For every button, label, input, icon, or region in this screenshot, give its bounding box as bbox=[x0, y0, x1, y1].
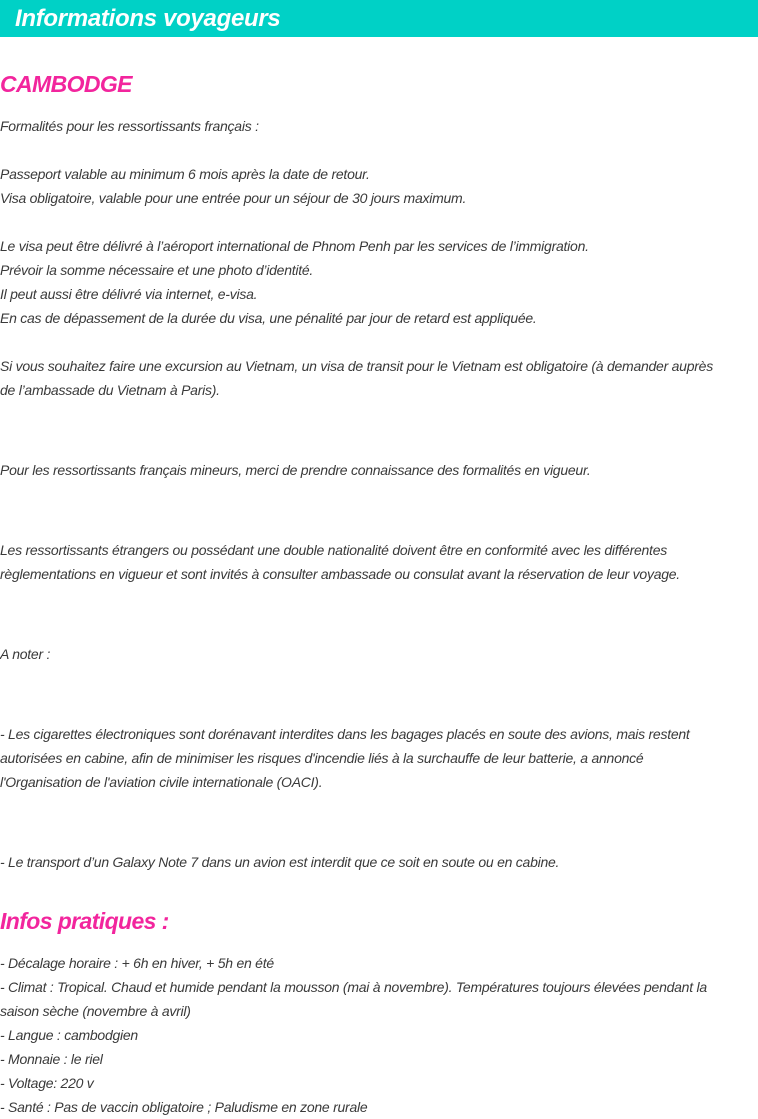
monnaie-text: - Monnaie : le riel bbox=[0, 1051, 103, 1067]
voltage-text: - Voltage: 220 v bbox=[0, 1075, 94, 1091]
foreigners-text-1: Les ressortissants étrangers ou possédant une double nationalité doivent être en conformité avec les différentes bbox=[0, 542, 667, 558]
decalage-horaire: - Décalage horaire : + 6h en hiver, + 5h en été bbox=[0, 955, 274, 971]
visa-airport-text: Le visa peut être délivré à l’aéroport international de Phnom Penh par les services de l’immigration. bbox=[0, 238, 589, 254]
foreigners-text-2: règlementations en vigueur et sont invités à consulter ambassade ou consulat avant la réservation de leur voyage. bbox=[0, 566, 680, 582]
vietnam-transit-text-2: de l’ambassade du Vietnam à Paris). bbox=[0, 382, 220, 398]
cigarettes-text-2: autorisées en cabine, afin de minimiser les risques d'incendie liés à la surchauffe de leur batterie, a annoncé bbox=[0, 750, 644, 766]
country-heading: CAMBODGE bbox=[0, 71, 132, 97]
visa-requirement: Visa obligatoire, valable pour une entrée pour un séjour de 30 jours maximum. bbox=[0, 190, 467, 206]
sante-text: - Santé : Pas de vaccin obligatoire ; Paludisme en zone rurale bbox=[0, 1099, 368, 1115]
climat-text-1: - Climat : Tropical. Chaud et humide pendant la mousson (mai à novembre). Températures toujours élevées pendant la bbox=[0, 979, 707, 995]
note-label: A noter : bbox=[0, 646, 51, 662]
minors-text: Pour les ressortissants français mineurs, merci de prendre connaissance des formalités en vigueur. bbox=[0, 462, 591, 478]
cigarettes-text-1: - Les cigarettes électroniques sont dorénavant interdites dans les bagages placés en soute des avions, mais restent bbox=[0, 726, 690, 742]
infos-pratiques-heading: Infos pratiques : bbox=[0, 908, 169, 934]
vietnam-transit-text-1: Si vous souhaitez faire une excursion au Vietnam, un visa de transit pour le Vietnam est obligatoire (à demander auprès bbox=[0, 358, 713, 374]
header-banner bbox=[0, 0, 758, 37]
page-title: Informations voyageurs bbox=[15, 5, 281, 32]
langue-text: - Langue : cambodgien bbox=[0, 1027, 138, 1043]
visa-photo-text: Prévoir la somme nécessaire et une photo d’identité. bbox=[0, 262, 314, 278]
formalites-intro: Formalités pour les ressortissants français : bbox=[0, 118, 259, 134]
passport-requirement: Passeport valable au minimum 6 mois après la date de retour. bbox=[0, 166, 370, 182]
visa-internet-text: Il peut aussi être délivré via internet, e-visa. bbox=[0, 286, 258, 302]
climat-text-2: saison sèche (novembre à avril) bbox=[0, 1003, 191, 1019]
cigarettes-text-3: l'Organisation de l'aviation civile internationale (OACI). bbox=[0, 774, 323, 790]
visa-penalty-text: En cas de dépassement de la durée du visa, une pénalité par jour de retard est appliquée. bbox=[0, 310, 537, 326]
galaxy-note-text: - Le transport d’un Galaxy Note 7 dans un avion est interdit que ce soit en soute ou en cabine. bbox=[0, 854, 560, 870]
